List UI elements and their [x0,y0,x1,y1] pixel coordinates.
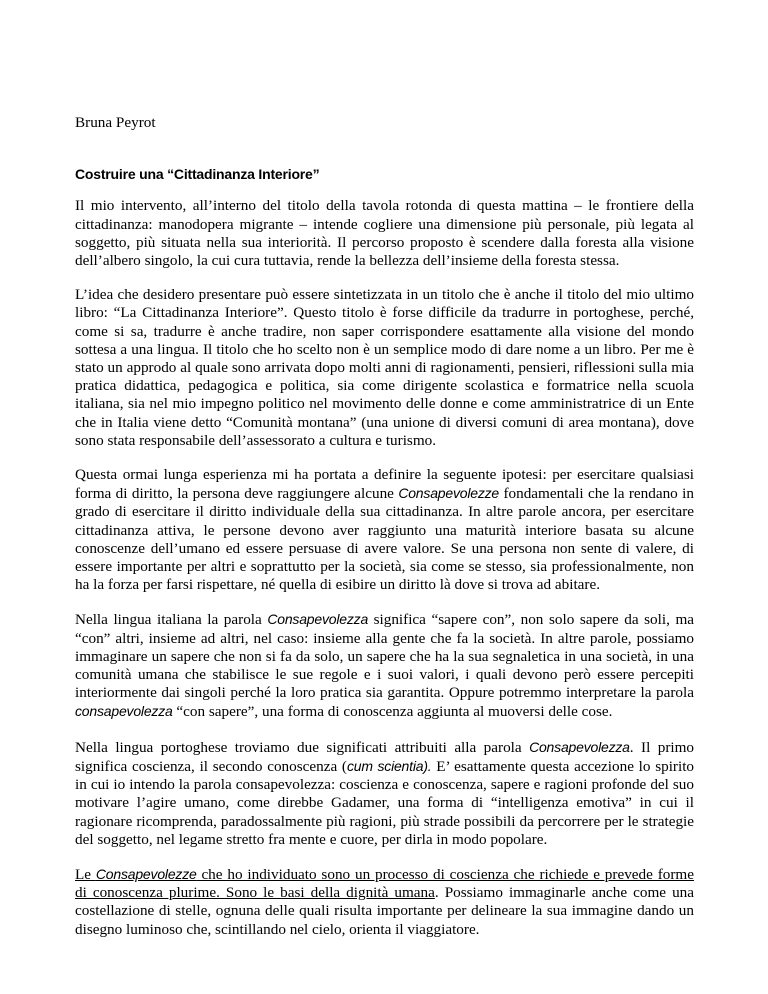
paragraph-2: L’idea che desidero presentare può essere sintetizzata in un titolo che è anche il titolo del mio ultimo libro: “La Cittadinanza Interiore”. Questo titolo è forse difficile da tradurre in portoghese, perché, come si sa, tradurre è anche tradire, non saper corrispondere esattamente alla visione del mondo sottesa a una lingua. Il titolo che ho scelto non è un semplice modo di dare nome a un libro. Per me è stato un approdo al quale sono arrivata dopo molti anni di ragionamenti, pensieri, riflessioni sulla mia pratica didattica, pedagogica e politica, sia come dirigente scolastica e formatrice nella scuola italiana, sia nel mio impegno politico nel movimento delle donne e come amministratrice di un Ente che in Italia viene detto “Comunità montana” (una unione di diversi comuni di area montana), dove sono stata responsabile dell’assessorato a cultura e turismo. [75,286,694,449]
paragraph-6 [75,865,694,939]
keyword-consapevolezze: Consapevolezze [398,485,500,502]
keyword-consapevolezza-pt: Consapevolezza [529,738,630,755]
paragraph-4 [75,610,694,721]
paragraph-6-text-b: che ho individuato sono un processo di coscienza che richiede e prevede forme di conoscenza plurime. Sono le basi della dignità umana [75,865,694,902]
keyword-cum-scientia: cum scientia). [347,757,432,774]
paragraph-1: Il mio intervento, all’interno del titolo della tavola rotonda di questa mattina – le frontiere della cittadinanza: manodopera migrante – intende cogliere una dimensione più personale, più legata al soggetto, più situata nella sua interiorità. Il percorso proposto è scendere dalla foresta alla visione dell’albero singolo, la cui cura tuttavia, rende la bellezza dell’insieme della foresta stessa. [75,197,694,270]
paragraph-5-text-c: E’ esattamente questa accezione lo spirito in cui io intendo la parola consapevolezza: coscienza e conoscenza, sapere e ragioni profonde del suo motivare l’agire umano, come direbbe Gadamer, una forma di “intelligenza emotiva” in cui il ragionare ricomprenda, paradossalmente più ragioni, più strade possibili da percorrere per le strategie del soggetto, nel legame stretto fra mente e cuore, per dirla in modo popolare. [75,757,695,848]
paragraph-4-text-a: Nella lingua italiana la parola [75,611,268,629]
document-title: Costruire una “Cittadinanza Interiore” [75,166,320,183]
paragraph-3-text-b: fondamentali che la rendano in grado di esercitare il diritto individuale della sua cittadinanza. In altre parole ancora, per esercitare cittadinanza attiva, le persone devono aver raggiunto una maturità interiore basata su alcune conoscenze dell’umano ed essere persuase di avere valore. Se una persona non sente di valere, di essere importante per altri e soprattutto per la società, sia come se stesso, sia professionalmente, non ha la forza per farsi rispettare, né quella di esibire un diritto là dove si trova ad abitare. [75,485,694,594]
paragraph-4-text-b: significa “sapere con”, non solo sapere da soli, ma “con” altri, insieme ad altri, nel caso: insieme alla gente che fa la società. In altre parole, possiamo immaginare un sapere che non si fa da solo, un sapere che ha la sua segnaletica in una società, in una comunità umana che stabilisce le sue regole e i suoi valori, i quali devono però essere percepiti interiormente dai singoli perché la loro pratica sia garantita. Oppure potremmo interpretare la parola [75,611,694,702]
keyword-consapevolezze-2: Consapevolezze [95,865,197,882]
author-name: Bruna Peyrot [75,114,156,131]
paragraph-5-text-a: Nella lingua portoghese troviamo due significati attribuiti alla parola [75,738,530,756]
paragraph-6-text-c: . Possiamo immaginarle anche come una costellazione di stelle, ognuna delle quali risulta importante per delineare la sua immagine dando un disegno luminoso che, scintillando nel cielo, orienta il viaggiatore. [75,884,695,938]
paragraph-4-text-c: “con sapere”, una forma di conoscenza aggiunta al muoversi delle cose. [172,703,613,721]
paragraph-6-text-a: Le [75,865,96,883]
paragraph-3 [75,466,694,594]
keyword-consapevolezza-lower: consapevolezza [75,703,173,720]
paragraph-3-text-a: Questa ormai lunga esperienza mi ha portata a definire la seguente ipotesi: per esercitare qualsiasi forma di diritto, la persona deve raggiungere alcune [75,466,694,503]
paragraph-5-text-b: . Il primo significa coscienza, il secondo conoscenza ( [75,738,694,775]
keyword-consapevolezza: Consapevolezza [267,611,369,628]
document-body [75,114,694,955]
paragraph-5 [75,738,694,849]
